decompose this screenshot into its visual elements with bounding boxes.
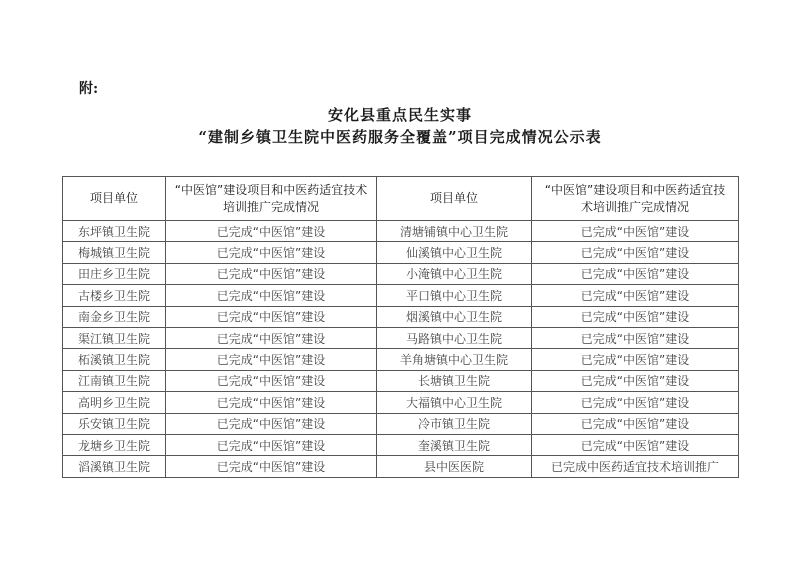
table-row — [63, 327, 739, 348]
unit-cell-right: 小淹镇中心卫生院 — [377, 263, 532, 284]
unit-cell-left: 江南镇卫生院 — [63, 370, 166, 391]
attachment-label: 附: — [79, 81, 99, 97]
unit-cell-right: 冷市镇卫生院 — [377, 413, 532, 434]
unit-cell-left: 渠江镇卫生院 — [63, 327, 166, 348]
table-row — [63, 242, 739, 263]
unit-cell-right: 平口镇中心卫生院 — [377, 285, 532, 306]
unit-cell-right: 仙溪镇中心卫生院 — [377, 242, 532, 263]
status-cell-right: 已完成“中医馆”建设 — [532, 263, 739, 284]
unit-cell-left: 古楼乡卫生院 — [63, 285, 166, 306]
unit-cell-right: 奎溪镇卫生院 — [377, 434, 532, 455]
table-row — [63, 434, 739, 455]
status-cell-left: 已完成“中医馆”建设 — [166, 221, 377, 242]
document-subtitle: “建制乡镇卫生院中医药服务全覆盖”项目完成情况公示表 — [198, 128, 602, 146]
status-cell-right: 已完成“中医馆”建设 — [532, 349, 739, 370]
unit-cell-right: 羊角塘镇中心卫生院 — [377, 349, 532, 370]
header-status-right: “中医馆”建设项目和中医药适宜技术培训推广完成情况 — [532, 177, 739, 221]
unit-cell-left: 高明乡卫生院 — [63, 392, 166, 413]
unit-cell-right: 清塘铺镇中心卫生院 — [377, 221, 532, 242]
unit-cell-right: 烟溪镇中心卫生院 — [377, 306, 532, 327]
status-cell-right: 已完成“中医馆”建设 — [532, 285, 739, 306]
status-cell-left: 已完成“中医馆”建设 — [166, 242, 377, 263]
status-cell-left: 已完成“中医馆”建设 — [166, 327, 377, 348]
status-cell-left: 已完成“中医馆”建设 — [166, 413, 377, 434]
status-cell-right: 已完成“中医馆”建设 — [532, 327, 739, 348]
unit-cell-right: 长塘镇卫生院 — [377, 370, 532, 391]
table-header-row — [63, 177, 739, 221]
table-row — [63, 392, 739, 413]
unit-cell-left: 柘溪镇卫生院 — [63, 349, 166, 370]
status-cell-right: 已完成“中医馆”建设 — [532, 221, 739, 242]
unit-cell-left: 田庄乡卫生院 — [63, 263, 166, 284]
status-cell-left: 已完成“中医馆”建设 — [166, 434, 377, 455]
table-row — [63, 306, 739, 327]
status-cell-left: 已完成“中医馆”建设 — [166, 456, 377, 477]
header-unit-right: 项目单位 — [377, 177, 532, 221]
unit-cell-right: 马路镇中心卫生院 — [377, 327, 532, 348]
table-row — [63, 370, 739, 391]
status-cell-right: 已完成“中医馆”建设 — [532, 306, 739, 327]
table-row — [63, 456, 739, 477]
unit-cell-left: 东坪镇卫生院 — [63, 221, 166, 242]
status-cell-right: 已完成“中医馆”建设 — [532, 370, 739, 391]
status-cell-left: 已完成“中医馆”建设 — [166, 349, 377, 370]
unit-cell-right: 县中医医院 — [377, 456, 532, 477]
unit-cell-left: 梅城镇卫生院 — [63, 242, 166, 263]
unit-cell-left: 滔溪镇卫生院 — [63, 456, 166, 477]
status-cell-left: 已完成“中医馆”建设 — [166, 263, 377, 284]
status-cell-right: 已完成“中医馆”建设 — [532, 434, 739, 455]
completion-status-table — [62, 176, 739, 478]
status-cell-left: 已完成“中医馆”建设 — [166, 392, 377, 413]
table-row — [63, 285, 739, 306]
status-cell-left: 已完成“中医馆”建设 — [166, 285, 377, 306]
unit-cell-left: 龙塘乡卫生院 — [63, 434, 166, 455]
document-title: 安化县重点民生实事 — [327, 106, 472, 124]
status-cell-right: 已完成“中医馆”建设 — [532, 392, 739, 413]
unit-cell-left: 乐安镇卫生院 — [63, 413, 166, 434]
unit-cell-left: 南金乡卫生院 — [63, 306, 166, 327]
status-cell-right: 已完成“中医馆”建设 — [532, 413, 739, 434]
status-cell-right: 已完成中医药适宜技术培训推广 — [532, 456, 739, 477]
table-row — [63, 413, 739, 434]
table-row — [63, 349, 739, 370]
unit-cell-right: 大福镇中心卫生院 — [377, 392, 532, 413]
header-status-left: “中医馆”建设项目和中医药适宜技术培训推广完成情况 — [166, 177, 377, 221]
table-row — [63, 221, 739, 242]
status-cell-left: 已完成“中医馆”建设 — [166, 306, 377, 327]
table-row — [63, 263, 739, 284]
status-cell-left: 已完成“中医馆”建设 — [166, 370, 377, 391]
status-cell-right: 已完成“中医馆”建设 — [532, 242, 739, 263]
header-unit-left: 项目单位 — [63, 177, 166, 221]
table-body — [63, 221, 739, 478]
